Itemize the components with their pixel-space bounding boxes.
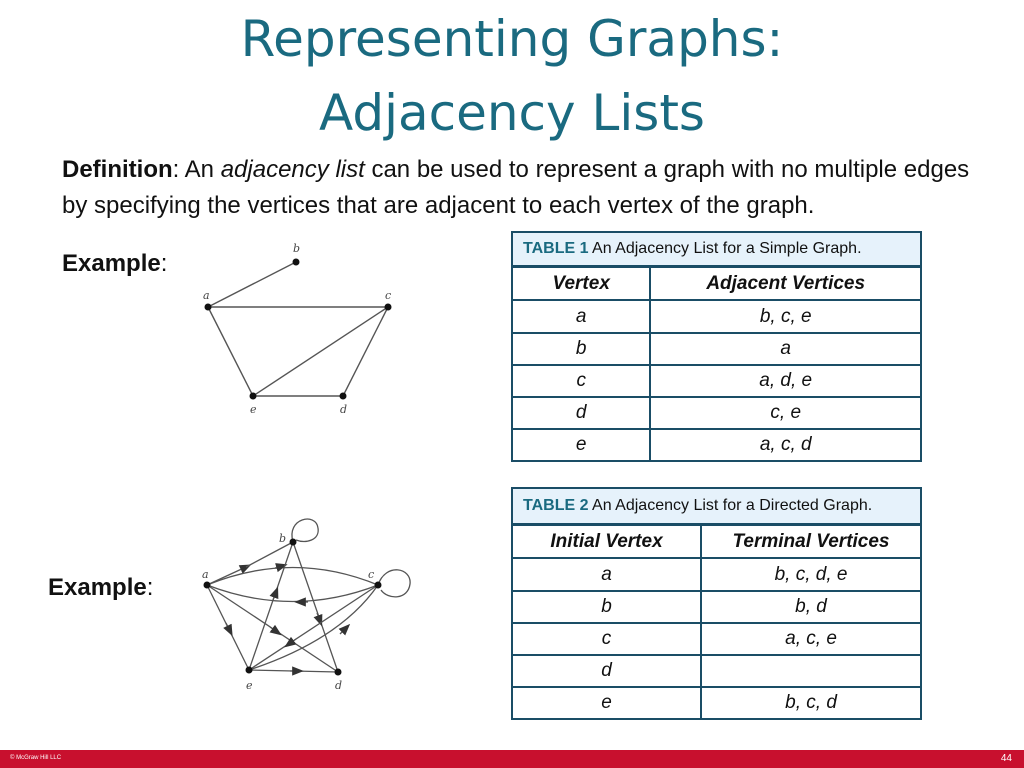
table-cell: b, c, d, e — [701, 558, 921, 591]
table-row — [512, 397, 921, 429]
table-1-caption — [511, 231, 922, 267]
example-1-word: Example — [62, 250, 161, 277]
edge-c-e — [253, 307, 388, 396]
table-cell: a, c, e — [701, 623, 921, 655]
table-row — [512, 591, 921, 623]
vertex-label-d: d — [335, 679, 343, 692]
table-row — [512, 300, 921, 333]
arc-a-c — [207, 568, 378, 586]
table-2-caption-text: An Adjacency List for a Directed Graph. — [588, 497, 873, 514]
table-row — [512, 623, 921, 655]
title-line-1: Representing Graphs: — [240, 10, 784, 68]
table-row — [512, 655, 921, 687]
table-1-header-vertex: Vertex — [512, 267, 650, 300]
arc-c-e — [249, 585, 378, 670]
footer-bar — [0, 750, 1024, 768]
edge-a-b — [208, 262, 296, 307]
table-cell: b — [512, 333, 650, 365]
table-cell: d — [512, 397, 650, 429]
table-row — [512, 365, 921, 397]
arc-e-c-head — [340, 628, 346, 634]
vertex-b — [293, 259, 300, 266]
example-2-word: Example — [48, 574, 147, 601]
vertex-label-e: e — [250, 403, 257, 416]
slide-title — [0, 2, 1024, 150]
undirected-graph — [190, 236, 410, 426]
arc-a-d-head — [270, 627, 277, 632]
vertex-d — [335, 669, 342, 676]
table-1-number: TABLE 1 — [523, 240, 589, 257]
vertex-a — [205, 304, 212, 311]
vertex-e — [246, 667, 253, 674]
table-cell: c, e — [650, 397, 921, 429]
page-number: 44 — [1000, 753, 1012, 764]
arc-c-a — [207, 585, 378, 602]
vertex-label-b: b — [293, 242, 301, 255]
table-cell: d — [512, 655, 701, 687]
table-cell: c — [512, 365, 650, 397]
vertex-label-c: c — [368, 568, 375, 581]
table-2-caption — [511, 487, 922, 525]
table-row — [512, 429, 921, 461]
table-1-caption-text: An Adjacency List for a Simple Graph. — [588, 240, 862, 257]
table-cell: b — [512, 591, 701, 623]
vertex-label-e: e — [246, 679, 253, 692]
table-cell: e — [512, 429, 650, 461]
vertex-b — [290, 539, 297, 546]
table-1-header-row — [512, 267, 921, 300]
table-cell: a — [512, 558, 701, 591]
arc-a-e-head — [226, 623, 230, 631]
table-cell: a, c, d — [650, 429, 921, 461]
table-2-header-terminal: Terminal Vertices — [701, 525, 921, 558]
vertex-a — [204, 582, 211, 589]
table-cell: b, d — [701, 591, 921, 623]
table-2-number: TABLE 2 — [523, 497, 589, 514]
arc-b-d — [293, 542, 338, 672]
example-label-1 — [62, 250, 167, 278]
example-1-colon: : — [160, 250, 168, 277]
vertex-label-c: c — [385, 289, 392, 302]
vertex-e — [250, 393, 257, 400]
table-cell: b, c, d — [701, 687, 921, 719]
table-1 — [511, 266, 922, 462]
example-label-2 — [48, 574, 153, 602]
arc-e-b-head — [273, 592, 276, 600]
directed-graph — [190, 510, 420, 700]
title-line-2: Adjacency Lists — [319, 84, 705, 142]
vertex-c — [375, 582, 382, 589]
example-2-colon: : — [146, 574, 154, 601]
copyright-text: © McGraw Hill LLC — [10, 755, 62, 761]
table-cell: a — [512, 300, 650, 333]
definition-italic-term: adjacency list — [220, 156, 365, 183]
table-cell: e — [512, 687, 701, 719]
table-cell: c — [512, 623, 701, 655]
vertex-label-a: a — [203, 289, 210, 302]
table-cell: a, d, e — [650, 365, 921, 397]
table-row — [512, 558, 921, 591]
loop-b — [292, 519, 318, 542]
definition-term: Definition — [62, 156, 173, 183]
vertex-label-b: b — [279, 532, 287, 545]
loop-c — [378, 570, 410, 597]
table-2-header-initial: Initial Vertex — [512, 525, 701, 558]
edge-a-e — [208, 307, 253, 396]
vertex-label-d: d — [340, 403, 348, 416]
vertex-label-a: a — [202, 568, 209, 581]
vertex-c — [385, 304, 392, 311]
table-row — [512, 333, 921, 365]
definition-text: can be used to represent a graph with no multiple edges by specifying the vertices that are adjacent to each vertex of the graph. — [62, 156, 970, 219]
table-cell — [701, 655, 921, 687]
edge-c-d — [343, 307, 388, 396]
table-2-header-row — [512, 525, 921, 558]
definition-lead: : An — [172, 156, 221, 183]
table-cell: a — [650, 333, 921, 365]
table-row — [512, 687, 921, 719]
table-2 — [511, 524, 922, 720]
table-1-header-adjacent: Adjacent Vertices — [650, 267, 921, 300]
table-cell: b, c, e — [650, 300, 921, 333]
vertex-d — [340, 393, 347, 400]
definition-paragraph — [62, 152, 992, 224]
